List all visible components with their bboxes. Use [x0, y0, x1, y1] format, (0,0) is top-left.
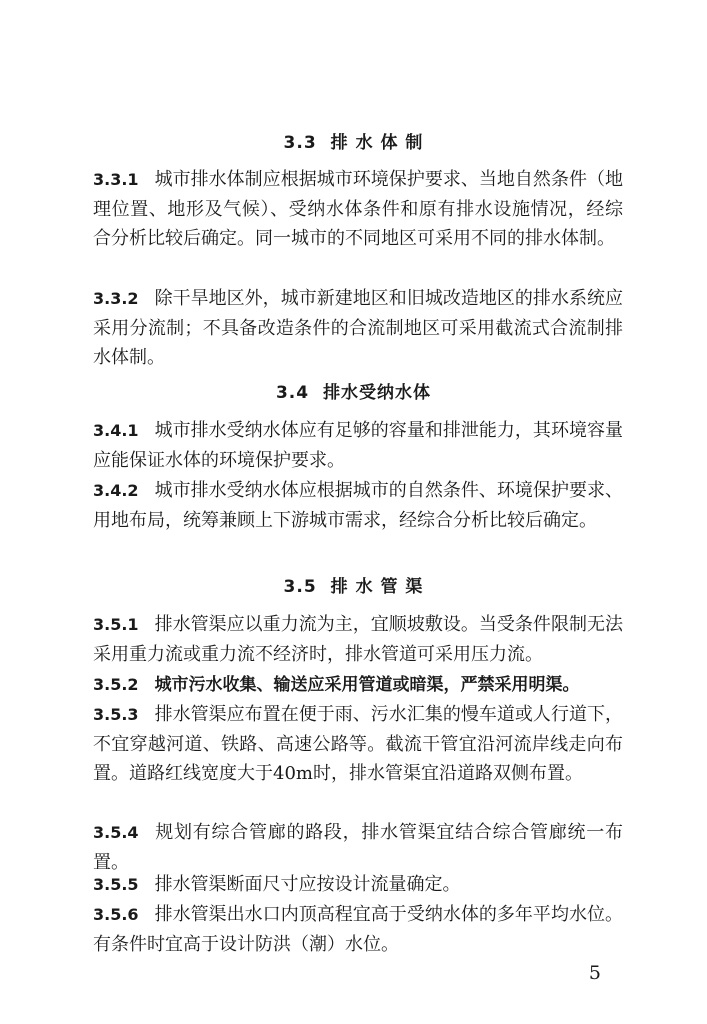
clause-number: 3.3.2	[93, 289, 139, 308]
clause-text: 排水管渠断面尺寸应按设计流量确定。	[154, 874, 461, 895]
clause-text: 城市排水受纳水体应有足够的容量和排泄能力，其环境容量应能保证水体的环境保护要求。	[93, 420, 623, 471]
page-number: 5	[588, 962, 601, 984]
clause-3-5-2	[93, 670, 623, 701]
section-number: 3.4	[275, 383, 310, 403]
section-heading-3-5	[0, 572, 707, 597]
section-title: 排 水 管 渠	[330, 577, 424, 597]
clause-3-5-4	[93, 818, 623, 877]
clause-text: 排水管渠应布置在便于雨、污水汇集的慢车道或人行道下，不宜穿越河道、铁路、高速公路等。截流干管宜沿河流岸线走向布置。道路红线宽度大于40m时，排水管渠宜沿道路双侧布置。	[93, 704, 623, 784]
clause-3-3-2	[93, 284, 623, 373]
section-title: 排 水 体 制	[330, 133, 424, 153]
clause-3-3-1	[93, 165, 623, 254]
clause-text: 排水管渠出水口内顶高程宜高于受纳水体的多年平均水位。有条件时宜高于设计防洪（潮）水位。	[93, 904, 623, 955]
clause-number: 3.5.1	[93, 615, 139, 634]
clause-3-4-2	[93, 476, 623, 535]
clause-text: 规划有综合管廊的路段，排水管渠宜结合综合管廊统一布置。	[93, 822, 623, 873]
clause-text: 城市排水体制应根据城市环境保护要求、当地自然条件（地理位置、地形及气候）、受纳水体条件和原有排水设施情况，经综合分析比较后确定。同一城市的不同地区可采用不同的排水体制。	[93, 169, 623, 249]
clause-3-5-5	[93, 870, 623, 900]
clause-number: 3.5.4	[93, 823, 139, 842]
section-title: 排水受纳水体	[323, 383, 432, 403]
clause-3-5-6	[93, 900, 623, 959]
clause-number: 3.4.1	[93, 421, 139, 440]
section-heading-3-4	[0, 378, 707, 403]
clause-3-4-1	[93, 416, 623, 475]
clause-number: 3.5.5	[93, 875, 139, 894]
section-number: 3.3	[283, 133, 317, 153]
clause-number: 3.5.2	[93, 675, 139, 694]
clause-number: 3.4.2	[93, 481, 139, 500]
clause-number: 3.5.3	[93, 705, 139, 724]
clause-number: 3.5.6	[93, 905, 139, 924]
clause-number: 3.3.1	[93, 170, 139, 189]
clause-text-mandatory: 城市污水收集、输送应采用管道或暗渠，严禁采用明渠。	[154, 675, 580, 695]
clause-3-5-3	[93, 700, 623, 789]
clause-text: 城市排水受纳水体应根据城市的自然条件、环境保护要求、用地布局，统筹兼顾上下游城市需求，经综合分析比较后确定。	[93, 480, 623, 531]
section-number: 3.5	[283, 577, 317, 597]
clause-text: 除干旱地区外，城市新建地区和旧城改造地区的排水系统应采用分流制；不具备改造条件的合流制地区可采用截流式合流制排水体制。	[93, 288, 623, 368]
clause-text: 排水管渠应以重力流为主，宜顺坡敷设。当受条件限制无法采用重力流或重力流不经济时，排水管道可采用压力流。	[93, 614, 623, 665]
clause-3-5-1	[93, 610, 623, 669]
section-heading-3-3	[0, 128, 707, 153]
